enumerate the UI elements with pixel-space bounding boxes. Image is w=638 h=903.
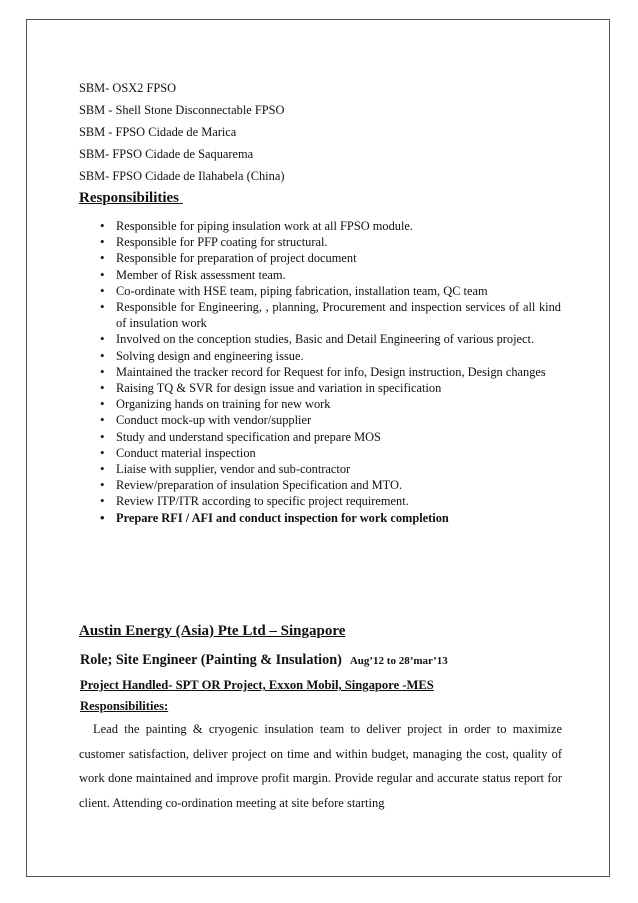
- role-title: Role; Site Engineer (Painting & Insulation): [80, 652, 342, 668]
- list-item: • Prepare RFI / AFI and conduct inspection for work completion: [100, 510, 561, 526]
- list-item: • Liaise with supplier, vendor and sub-contractor: [100, 461, 561, 477]
- project-item: SBM - Shell Stone Disconnectable FPSO: [79, 103, 285, 117]
- list-item: • Review ITP/ITR according to specific project requirement.: [100, 493, 561, 509]
- responsibilities-paragraph: Lead the painting & cryogenic insulation team to deliver project in order to maximize customer satisfaction, deliver project on time and within budget, managing the cost, quality of work done maintained and improve profit margin. Provide regular and accurate status report for client. Attending co-ordination meeting at site before starting: [79, 722, 562, 810]
- list-item: • Conduct material inspection: [100, 445, 561, 461]
- role-dates: Aug’12 to 28’mar’13: [349, 655, 448, 667]
- list-item: • Responsible for preparation of project document: [100, 250, 561, 266]
- project-item: SBM- OSX2 FPSO: [79, 81, 177, 95]
- project-item: SBM - FPSO Cidade de Marica: [79, 125, 237, 139]
- list-item: • Responsible for PFP coating for structural.: [100, 234, 561, 250]
- list-item: • Study and understand specification and prepare MOS: [100, 429, 561, 445]
- list-item: • Maintained the tracker record for Request for info, Design instruction, Design changes: [100, 364, 561, 380]
- company-heading: Austin Energy (Asia) Pte Ltd – Singapore: [79, 623, 346, 639]
- responsibilities-list: [100, 218, 561, 526]
- role-line: [80, 651, 448, 669]
- list-item: • Review/preparation of insulation Specification and MTO.: [100, 477, 561, 493]
- responsibilities-subheading: Responsibilities:: [80, 699, 169, 713]
- list-item: • Member of Risk assessment team.: [100, 267, 561, 283]
- project-item: SBM- FPSO Cidade de Ilahabela (China): [79, 169, 285, 183]
- list-item: • Responsible for piping insulation work at all FPSO module.: [100, 218, 561, 234]
- project-handled: Project Handled- SPT OR Project, Exxon Mobil, Singapore -MES: [80, 678, 434, 692]
- project-item: SBM- FPSO Cidade de Saquarema: [79, 147, 254, 161]
- project-list: [79, 77, 562, 187]
- list-item: • Involved on the conception studies, Basic and Detail Engineering of various project.: [100, 331, 561, 347]
- list-item: • Co-ordinate with HSE team, piping fabrication, installation team, QC team: [100, 283, 561, 299]
- list-item: • Raising TQ & SVR for design issue and variation in specification: [100, 380, 561, 396]
- list-item: • Solving design and engineering issue.: [100, 348, 561, 364]
- list-item: • Conduct mock-up with vendor/supplier: [100, 412, 561, 428]
- list-item: • Responsible for Engineering, , planning, Procurement and inspection services of all kind of insulation work: [100, 299, 561, 331]
- responsibilities-heading: Responsibilities: [79, 190, 183, 206]
- list-item: • Organizing hands on training for new work: [100, 396, 561, 412]
